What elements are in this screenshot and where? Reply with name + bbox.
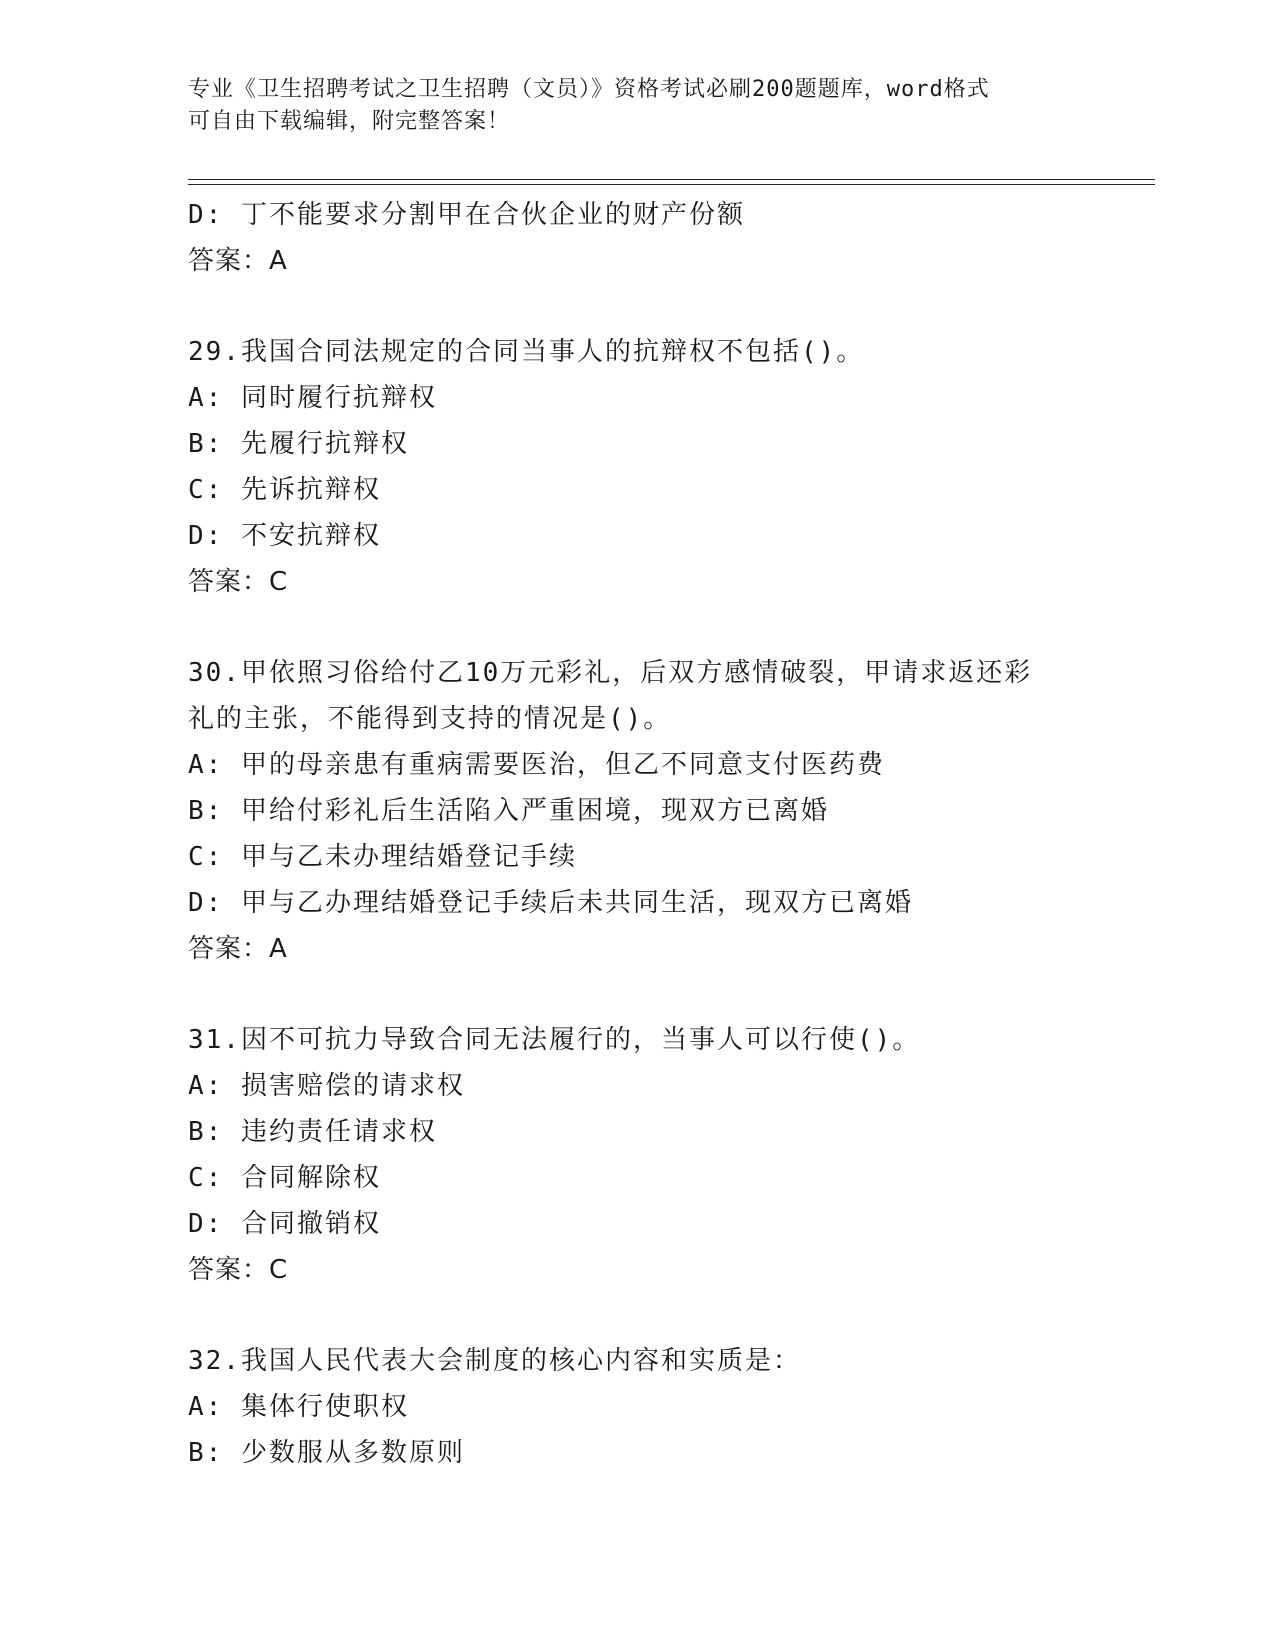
option-a: A: 同时履行抗辩权 xyxy=(188,383,437,413)
option-c: C: 甲与乙未办理结婚登记手续 xyxy=(188,842,577,872)
option-a: A: 甲的母亲患有重病需要医治，但乙不同意支付医药费 xyxy=(188,750,885,780)
question-list xyxy=(188,192,1088,1476)
question-32-text: 32.我国人民代表大会制度的核心内容和实质是： xyxy=(188,1346,801,1376)
option-b: B: 违约责任请求权 xyxy=(188,1117,437,1147)
answer: 答案：C xyxy=(188,1255,289,1285)
answer: 答案：C xyxy=(188,567,289,597)
option-d: D: 甲与乙办理结婚登记手续后未共同生活，现双方已离婚 xyxy=(188,888,913,918)
option-d: D: 不安抗辩权 xyxy=(188,521,381,551)
option-a: A: 集体行使职权 xyxy=(188,1392,409,1422)
option-b: B: 甲给付彩礼后生活陷入严重困境，现双方已离婚 xyxy=(188,796,829,826)
option-d: D: 合同撤销权 xyxy=(188,1209,381,1239)
header-line-2: 可自由下载编辑，附完整答案！ xyxy=(188,109,511,134)
question-29-text: 29.我国合同法规定的合同当事人的抗辩权不包括()。 xyxy=(188,337,865,367)
question-30-text-cont: 礼的主张，不能得到支持的情况是()。 xyxy=(188,704,672,734)
option-b: B: 先履行抗辩权 xyxy=(188,429,409,459)
header-line-1: 专业《卫生招聘考试之卫生招聘（文员）》资格考试必刷200题题库，word格式 xyxy=(188,77,990,102)
answer: 答案：A xyxy=(188,934,288,964)
header-divider-top xyxy=(188,179,1155,180)
question-30-text: 30.甲依照习俗给付乙10万元彩礼，后双方感情破裂，甲请求返还彩 xyxy=(188,658,1033,688)
header-divider-bottom xyxy=(188,184,1155,185)
document-header xyxy=(188,74,1088,138)
option-d: D: 丁不能要求分割甲在合伙企业的财产份额 xyxy=(188,200,745,230)
question-31-text: 31.因不可抗力导致合同无法履行的，当事人可以行使()。 xyxy=(188,1025,921,1055)
option-b: B: 少数服从多数原则 xyxy=(188,1438,465,1468)
option-c: C: 先诉抗辩权 xyxy=(188,475,381,505)
answer: 答案：A xyxy=(188,246,288,276)
option-c: C: 合同解除权 xyxy=(188,1163,381,1193)
option-a: A: 损害赔偿的请求权 xyxy=(188,1071,465,1101)
